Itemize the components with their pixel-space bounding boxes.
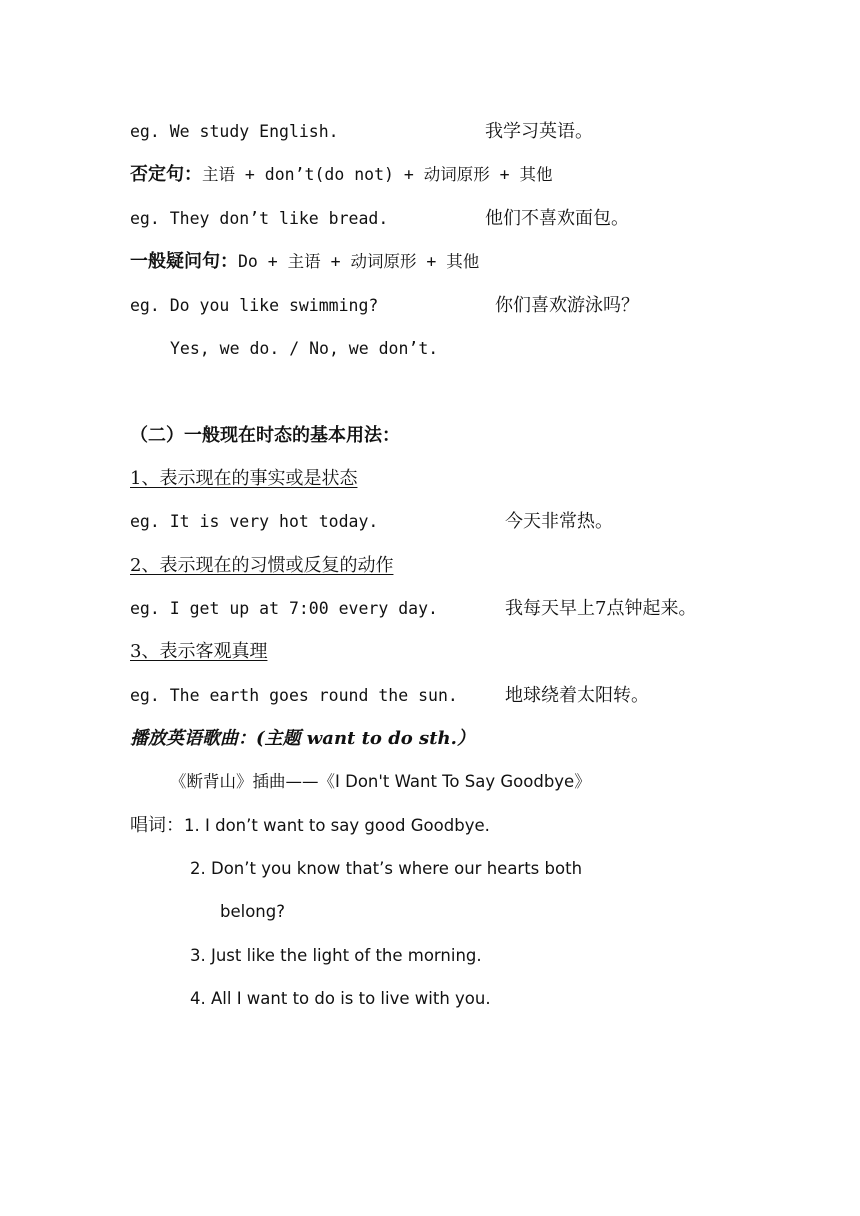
usage-heading-1: 1、表示现在的事实或是状态 — [130, 468, 358, 489]
example-bread-zh: 他们不喜欢面包。 — [485, 208, 629, 229]
example-earth-en: eg. The earth goes round the sun. — [130, 686, 458, 705]
negative-formula: 主语 + don’t(do not) + 动词原形 + 其他 — [202, 165, 553, 184]
negative-label: 否定句： — [130, 164, 202, 185]
example-earth-zh: 地球绕着太阳转。 — [505, 685, 649, 706]
section-title: （二）一般现在时态的基本用法： — [130, 425, 400, 446]
question-label: 一般疑问句： — [130, 251, 238, 272]
song-heading: 播放英语歌曲：(主题 want to do sth.） — [130, 728, 475, 749]
example-swim-en: eg. Do you like swimming? — [130, 296, 379, 315]
usage-heading-3: 3、表示客观真理 — [130, 641, 268, 662]
lyrics-label: 唱词： — [130, 815, 184, 836]
lyric-1-text: 1. I don’t want to say good Goodbye. — [184, 816, 490, 835]
example-hot-zh: 今天非常热。 — [505, 511, 613, 532]
usage-heading-2: 2、表示现在的习惯或反复的动作 — [130, 555, 394, 576]
example-study-en: eg. We study English. — [130, 122, 339, 141]
lyric-line-3: 3. Just like the light of the morning. — [190, 946, 482, 965]
song-title: 《断背山》插曲——《I Don't Want To Say Goodbye》 — [170, 772, 591, 791]
question-formula: Do + 主语 + 动词原形 + 其他 — [238, 252, 480, 271]
example-hot-en: eg. It is very hot today. — [130, 512, 379, 531]
question-rule — [130, 250, 479, 274]
example-getup-zh: 我每天早上7点钟起来。 — [505, 598, 697, 619]
lyric-line-4: 4. All I want to do is to live with you. — [190, 989, 491, 1008]
lyric-line-1 — [130, 814, 490, 838]
example-getup-en: eg. I get up at 7:00 every day. — [130, 599, 438, 618]
example-answer: Yes, we do. / No, we don’t. — [170, 339, 439, 358]
lyric-line-2-cont: belong? — [220, 902, 285, 921]
example-swim-zh: 你们喜欢游泳吗？ — [495, 295, 639, 316]
example-study-zh: 我学习英语。 — [485, 121, 593, 142]
lyric-line-2: 2. Don’t you know that’s where our hearts both — [190, 859, 583, 878]
negative-rule — [130, 163, 553, 187]
example-bread-en: eg. They don’t like bread. — [130, 209, 389, 228]
